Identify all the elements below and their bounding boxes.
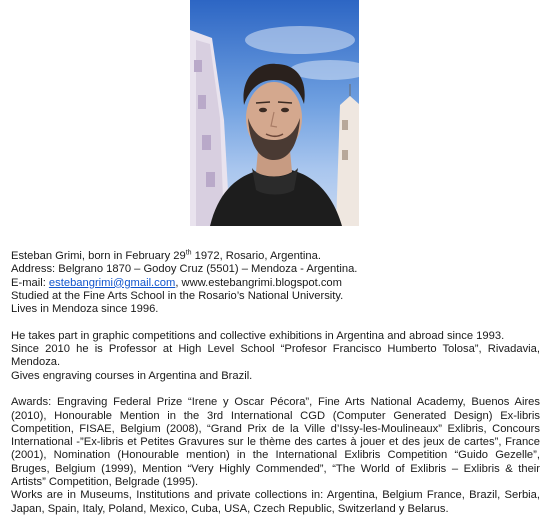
residence-line: Lives in Mendoza since 1996. [11, 303, 159, 316]
contact-line: E-mail: estebangrimi@gmail.com, www.estebangrimi.blogspot.com [11, 276, 342, 289]
address-line: Address: Belgrano 1870 – Godoy Cruz (5501) – Mendoza - Argentina. [11, 263, 358, 276]
competitions-line: He takes part in graphic competitions and collective exhibitions in Argentina and abroad since 1993. [11, 329, 505, 342]
birth-line: Esteban Grimi, born in February 29th 1972, Rosario, Argentina. [11, 249, 321, 262]
studies-line: Studied at the Fine Arts School in the Rosario’s National University. [11, 289, 344, 302]
email-link[interactable]: estebangrimi@gmail.com [48, 276, 176, 289]
bio-text [11, 250, 540, 516]
awards-paragraph: Awards: Engraving Federal Prize “Irene y Oscar Pécora”, Fine Arts National Academy, Buenos Aires (2010), Honourable Mention in the 3rd International CGD (Computer Generated Design) Ex-libris Competition, FISAE, Belgium (2008), “Grand Prix de la Ville d’Issy-les-Moulineaux” Exlibris, Concours International -”Ex-libris et Petites Gravures sur le thème des cartes à jouer et des jeux de cartes”, France (2001), Nomination (Honourable mention) in the International Exlibris Competition “Guido Gezelle”, Bruges, Belgium (1999), Mention “Very Highly Commended”, “The World of Exlibris – Exlibris & their Artists” Competition, Belgrade (1995). [11, 396, 540, 489]
courses-line: Gives engraving courses in Argentina and Brazil. [11, 369, 253, 382]
collections-paragraph: Works are in Museums, Institutions and private collections in: Argentina, Belgium France, Brazil, Serbia, Japan, Spain, Italy, Poland, Mexico, Cuba, USA, Czech Republic, Switzerland y Belarus. [11, 489, 540, 515]
professor-paragraph: Since 2010 he is Professor at High Level School “Profesor Francisco Humberto Tolosa”, Rivadavia, Mendoza. [11, 343, 540, 369]
portrait-photo [190, 0, 359, 226]
website-text: , www.estebangrimi.blogspot.com [175, 276, 342, 289]
